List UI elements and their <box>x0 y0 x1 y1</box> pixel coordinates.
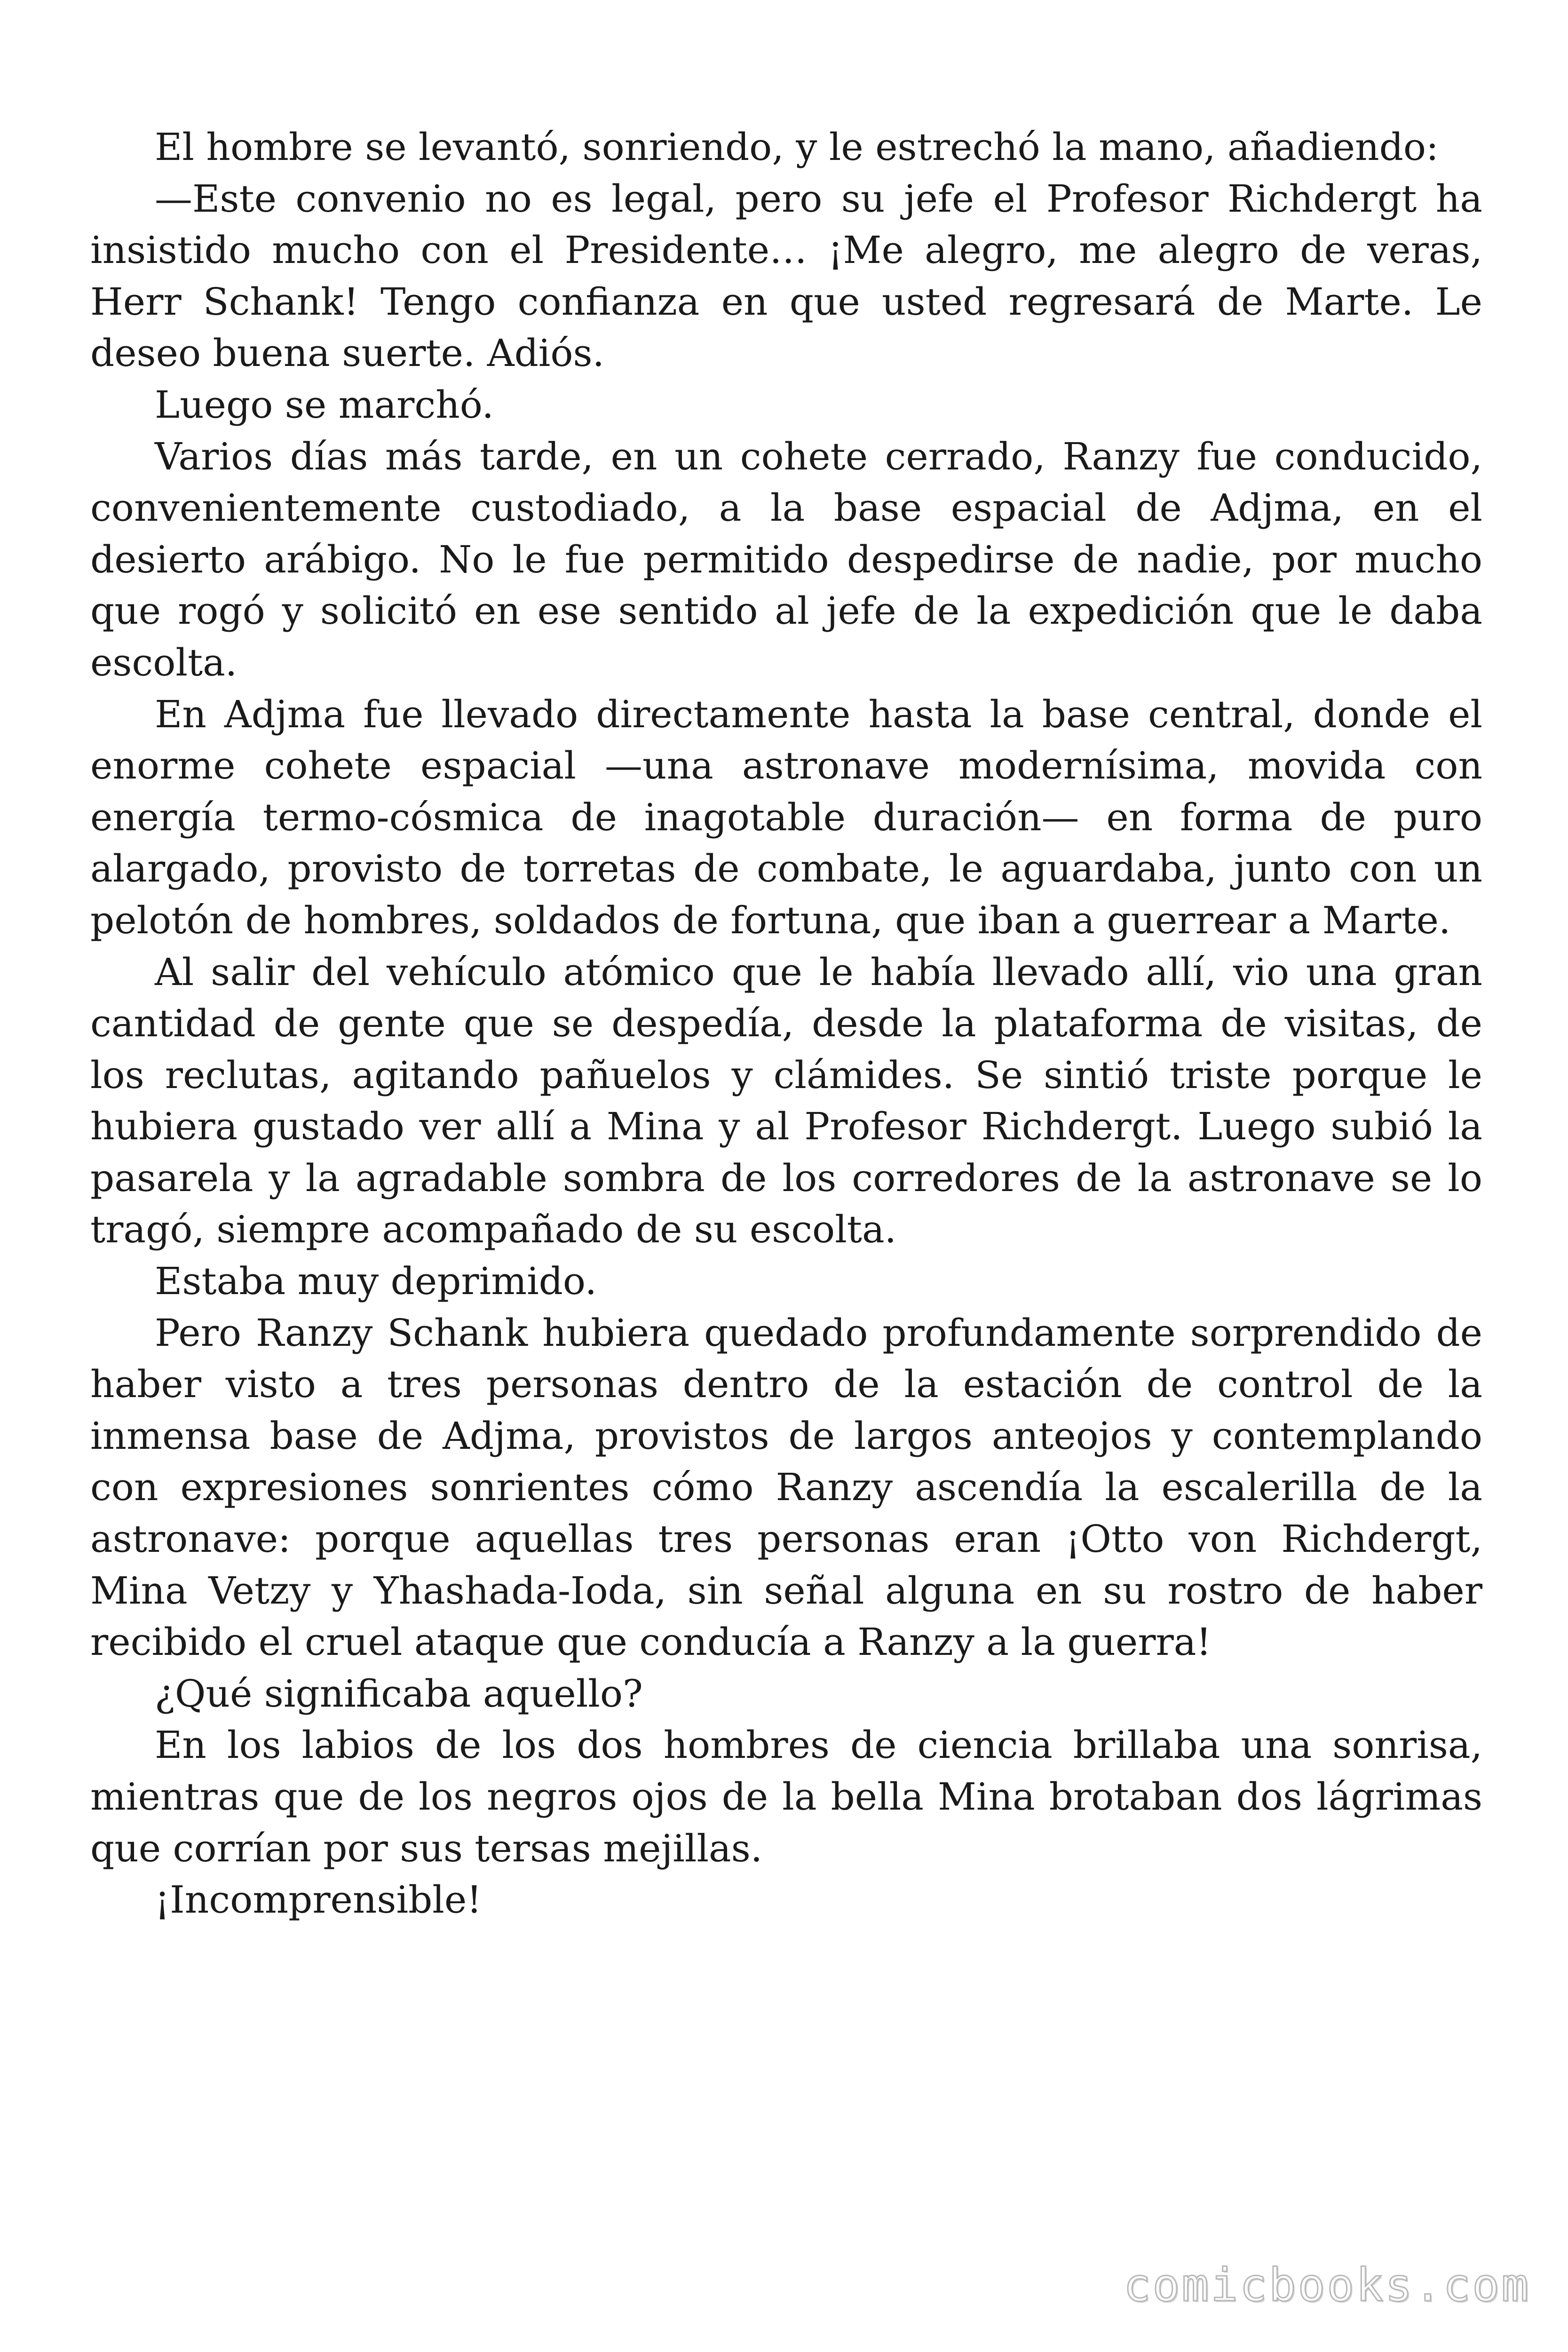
body-text <box>90 121 1482 1926</box>
paragraph: ¿Qué significaba aquello? <box>155 1671 643 1716</box>
watermark: comicbooks.com <box>1123 2259 1530 2312</box>
paragraph: Pero Ranzy Schank hubiera quedado profundamente sorprendido de haber visto a tres personas dentro de la estación de control de la inmensa base de Adjma, provistos de largos anteojos y contemplando con expresiones sonrientes cómo Ranzy ascendía la escalerilla de la astronave: porque aquellas tres personas eran ¡Otto von Richdergt, Mina Vetzy y Yhashada-Ioda, sin señal alguna en su rostro de haber recibido el cruel ataque que conducía a Ranzy a la guerra! <box>90 1311 1482 1664</box>
paragraph: En los labios de los dos hombres de ciencia brillaba una sonrisa, mientras que de los negros ojos de la bella Mina brotaban dos lágrimas que corrían por sus tersas mejillas. <box>90 1723 1482 1870</box>
paragraph: El hombre se levantó, sonriendo, y le estrechó la mano, añadiendo: <box>155 125 1439 169</box>
paragraph: Al salir del vehículo atómico que le había llevado allí, vio una gran cantidad de gente que se despedía, desde la plataforma de visitas, de los reclutas, agitando pañuelos y clámides. Se sintió triste porque le hubiera gustado ver allí a Mina y al Profesor Richdergt. Luego subió la pasarela y la agradable sombra de los corredores de la astronave se lo tragó, siempre acompañado de su escolta. <box>90 950 1482 1252</box>
paragraph: —Este convenio no es legal, pero su jefe el Profesor Richdergt ha insistido mucho con el Presidente… ¡Me alegro, me alegro de veras, Herr Schank! Tengo confianza en que usted regresará de Marte. Le deseo buena suerte. Adiós. <box>90 176 1482 375</box>
paragraph: Varios días más tarde, en un cohete cerrado, Ranzy fue conducido, convenientemente custodiado, a la base espacial de Adjma, en el desierto arábigo. No le fue permitido despedirse de nadie, por mucho que rogó y solicitó en ese sentido al jefe de la expedición que le daba escolta. <box>90 434 1482 684</box>
paragraph: Luego se marchó. <box>155 382 494 427</box>
paragraph: ¡Incomprensible! <box>155 1878 482 1922</box>
paragraph: En Adjma fue llevado directamente hasta la base central, donde el enorme cohete espacial —una astronave modernísima, movida con energía termo-cósmica de inagotable duración— en forma de puro alargado, provisto de torretas de combate, le aguardaba, junto con un pelotón de hombres, soldados de fortuna, que iban a guerrear a Marte. <box>90 692 1482 942</box>
paragraph: Estaba muy deprimido. <box>155 1259 597 1303</box>
